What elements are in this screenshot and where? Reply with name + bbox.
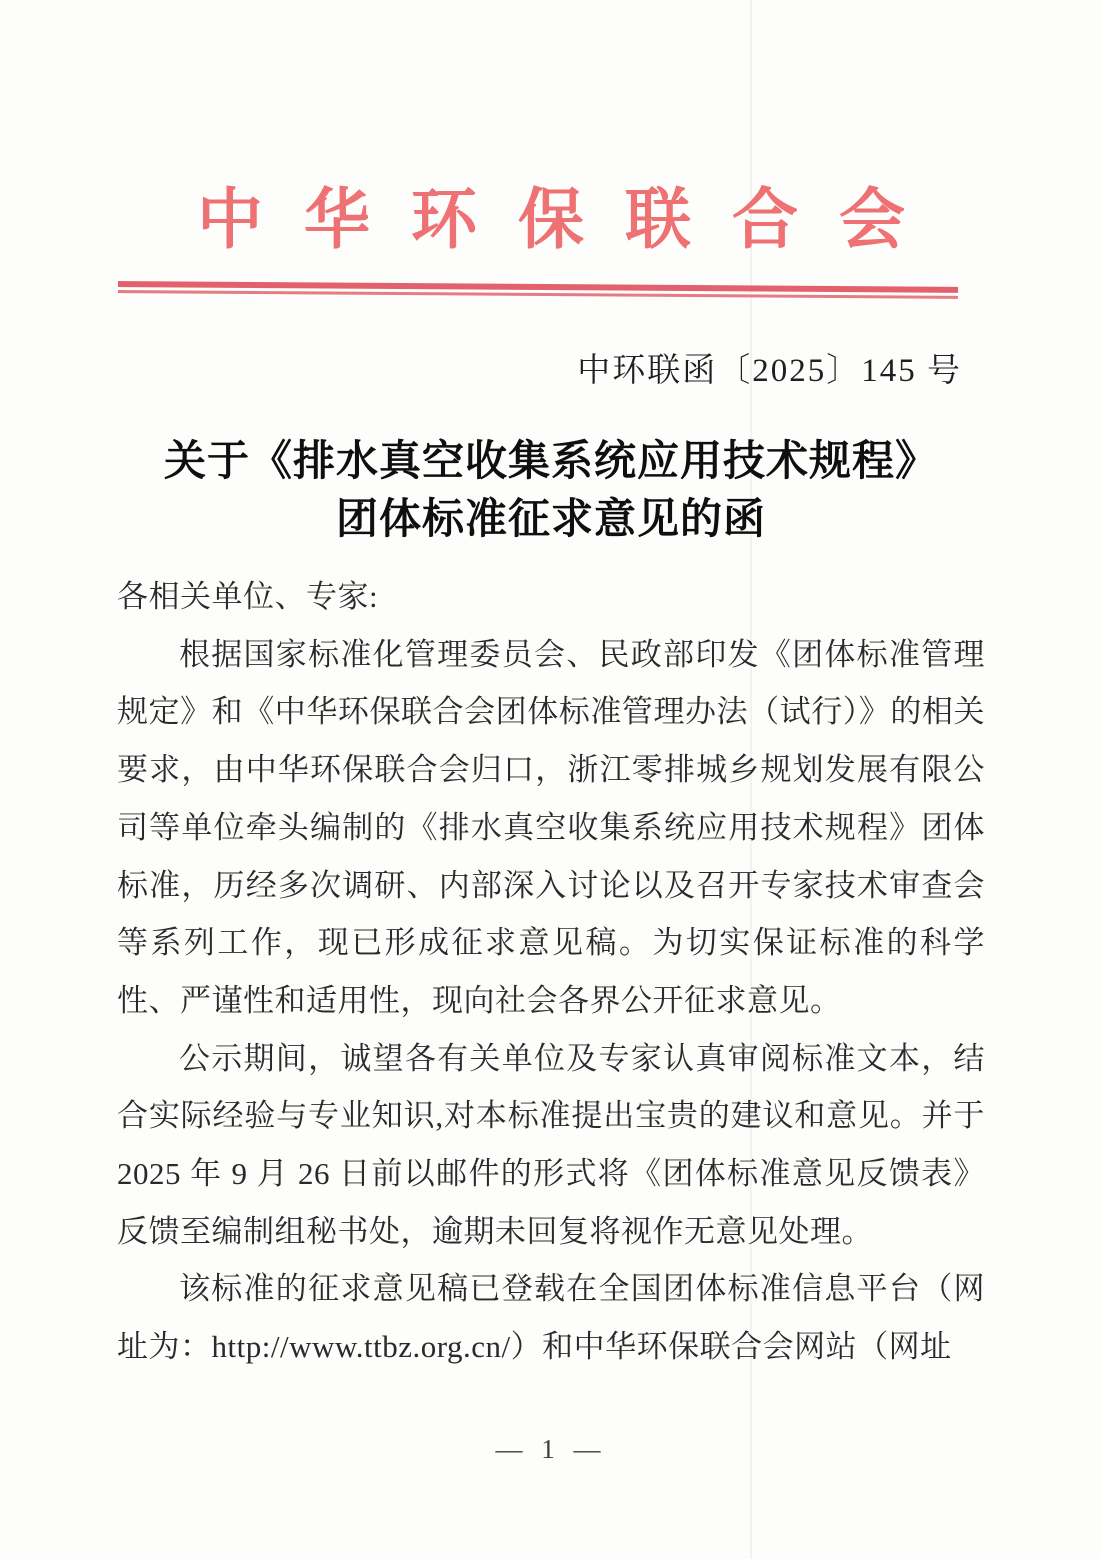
letterhead-double-rule xyxy=(118,281,958,299)
paragraph-publication-platforms: 该标准的征求意见稿已登载在全国团体标准信息平台（网址为：http://www.ttbz.org.cn/）和中华环保联合会网站（网址 xyxy=(117,1271,985,1365)
paragraph-background: 根据国家标准化管理委员会、民政部印发《团体标准管理规定》和《中华环保联合会团体标准管理办法（试行）》的相关要求，由中华环保联合会归口，浙江零排城乡规划发展有限公司等单位牵头编制的《排水真空收集系统应用技术规程》团体标准，历经多次调研、内部深入讨论以及召开专家技术审查会等系列工作，现已形成征求意见稿。为切实保证标准的科学性、严谨性和适用性，现向社会各界公开征求意见。 xyxy=(117,636,985,1018)
paragraph-feedback-request: 公示期间，诚望各有关单位及专家认真审阅标准文本，结合实际经验与专业知识,对本标准提出宝贵的建议和意见。并于 2025 年 9 月 26 日前以邮件的形式将《团体标准意见反馈表》反馈至编制组秘书处，逾期未回复将视作无意见处理。 xyxy=(117,1040,985,1249)
letter-body xyxy=(117,568,985,1376)
document-title-line1: 关于《排水真空收集系统应用技术规程》 xyxy=(163,437,938,484)
document-title xyxy=(0,432,1102,548)
document-reference-number: 中环联函〔2025〕145 号 xyxy=(577,353,962,389)
page-number: — 1 — xyxy=(495,1434,607,1464)
salutation: 各相关单位、专家: xyxy=(117,579,379,614)
org-letterhead: 中华环保联合会 xyxy=(197,184,946,257)
document-title-line2: 团体标准征求意见的函 xyxy=(335,495,766,542)
